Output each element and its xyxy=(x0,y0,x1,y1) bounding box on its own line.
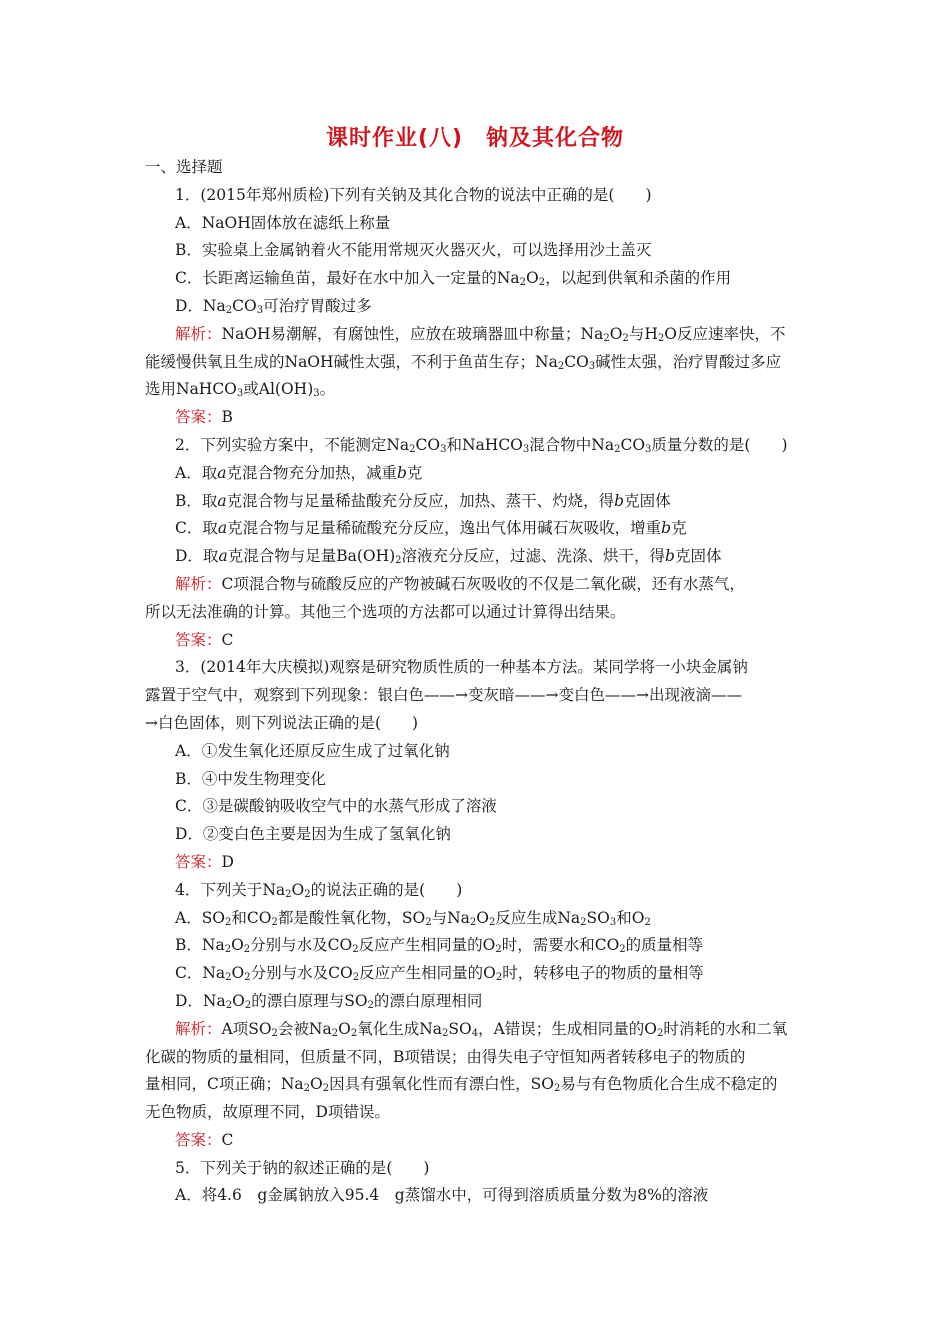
question-1-analysis-cont: 能缓慢供氧且生成的NaOH碱性太强，不利于鱼苗生存；$Na_2CO_3$碱性太强，治疗胃酸过多应 xyxy=(145,352,782,372)
question-1-option-c: C．长距离运输鱼苗，最好在水中加入一定量的$Na_2O_2$，以起到供氧和杀菌的作用 xyxy=(175,269,732,289)
question-3-stem-cont: →白色固体，则下列说法正确的是( ) xyxy=(145,713,419,732)
question-1-answer: 答案：B xyxy=(175,408,233,427)
question-4-option-a: A．$SO_2$和$CO_2$都是酸性氧化物，$SO_2$与$Na_2O_2$反应生成$Na_2SO_3$和$O_2$ xyxy=(175,908,651,928)
question-1-analysis-cont: 选用NaHCO$_3$或$Al(OH)_3$。 xyxy=(145,380,336,400)
question-1-option-b: B．实验桌上金属钠着火不能用常规灭火器灭火，可以选择用沙土盖灭 xyxy=(175,241,652,260)
answer-label: 答案： xyxy=(175,630,222,649)
question-5-option-a: A．将4.6 g金属钠放入95.4 g蒸馏水中，可得到溶质质量分数为8%的溶液 xyxy=(175,1186,709,1205)
question-2-option-a: A．取a克混合物充分加热，减重b克 xyxy=(175,463,423,482)
analysis-label: 解析： xyxy=(175,324,222,343)
question-2-answer: 答案：C xyxy=(175,630,234,649)
question-3-stem: 3．(2014年大庆模拟)观察是研究物质性质的一种基本方法。某同学将一小块金属钠 xyxy=(175,658,748,677)
question-3-answer: 答案：D xyxy=(175,852,234,871)
question-3-stem-cont: 露置于空气中，观察到下列现象：银白色——→变灰暗——→变白色——→出现液滴—— xyxy=(145,686,742,705)
question-2-option-b: B．取a克混合物与足量稀盐酸充分反应，加热、蒸干、灼烧，得b克固体 xyxy=(175,491,671,510)
page-title: 课时作业(八) 钠及其化合物 xyxy=(325,126,625,151)
question-1-option-a: A．NaOH固体放在滤纸上称量 xyxy=(175,213,391,232)
question-list xyxy=(145,154,815,1210)
question-4-analysis-cont: 化碳的物质的量相同，但质量不同，B项错误；由得失电子守恒知两者转移电子的物质的 xyxy=(145,1047,746,1066)
question-2-stem: 2．下列实验方案中，不能测定$Na_2CO_3$和NaHCO$_3$混合物中$Na_2CO_3$质量分数的是( ) xyxy=(175,435,788,455)
question-3-option-b: B．④中发生物理变化 xyxy=(175,769,326,788)
analysis-label: 解析： xyxy=(175,1019,222,1038)
question-2-analysis: 解析：C项混合物与硫酸反应的产物被碱石灰吸收的不仅是二氧化碳，还有水蒸气， xyxy=(175,574,745,593)
answer-label: 答案： xyxy=(175,1130,222,1149)
question-2-analysis-cont: 所以无法准确的计算。其他三个选项的方法都可以通过计算得出结果。 xyxy=(145,602,626,621)
answer-label: 答案： xyxy=(175,408,222,427)
question-1-analysis: 解析：NaOH易潮解，有腐蚀性，应放在玻璃器皿中称量；$Na_2O_2$与$H_2O$反应速率快，不 xyxy=(175,324,786,344)
answer-label: 答案： xyxy=(175,852,222,871)
question-4-stem: 4．下列关于$Na_2O_2$的说法正确的是( ) xyxy=(175,880,463,900)
analysis-label: 解析： xyxy=(175,574,222,593)
question-3-option-c: C．③是碳酸钠吸收空气中的水蒸气形成了溶液 xyxy=(175,797,497,816)
question-5-stem: 5．下列关于钠的叙述正确的是( ) xyxy=(175,1158,430,1177)
question-2-option-c: C．取a克混合物与足量稀硫酸充分反应，逸出气体用碱石灰吸收，增重b克 xyxy=(175,519,687,538)
question-1-option-d: D．$Na_2CO_3$可治疗胃酸过多 xyxy=(175,296,372,316)
question-4-option-b: B．$Na_2O_2$分别与水及$CO_2$反应产生相同量的$O_2$时，需要水和$CO_2$的质量相等 xyxy=(175,936,704,956)
question-2-option-d: D．取a克混合物与足量$Ba(OH)_2$溶液充分反应，过滤、洗涤、烘干，得b克固体 xyxy=(175,547,722,567)
question-3-option-d: D．②变白色主要是因为生成了氢氧化钠 xyxy=(175,825,451,844)
question-3-option-a: A．①发生氧化还原反应生成了过氧化钠 xyxy=(175,741,450,760)
question-4-option-c: C．$Na_2O_2$分别与水及$CO_2$反应产生相同量的$O_2$时，转移电子的物质的量相等 xyxy=(175,964,704,984)
question-4-analysis-cont: 量相同，C项正确；$Na_2O_2$因具有强氧化性而有漂白性，$SO_2$易与有色物质化合生成不稳定的 xyxy=(145,1075,778,1095)
question-4-analysis: 解析：A项$SO_2$会被$Na_2O_2$氧化生成$Na_2SO_4$，A错误；生成相同量的$O_2$时消耗的水和二氧 xyxy=(175,1019,788,1039)
section-heading: 一、选择题 xyxy=(145,158,223,176)
question-4-option-d: D．$Na_2O_2$的漂白原理与$SO_2$的漂白原理相同 xyxy=(175,991,483,1011)
question-4-answer: 答案：C xyxy=(175,1130,234,1149)
question-4-analysis-cont: 无色物质，故原理不同，D项错误。 xyxy=(145,1103,390,1122)
question-1-stem: 1．(2015年郑州质检)下列有关钠及其化合物的说法中正确的是( ) xyxy=(175,185,652,204)
